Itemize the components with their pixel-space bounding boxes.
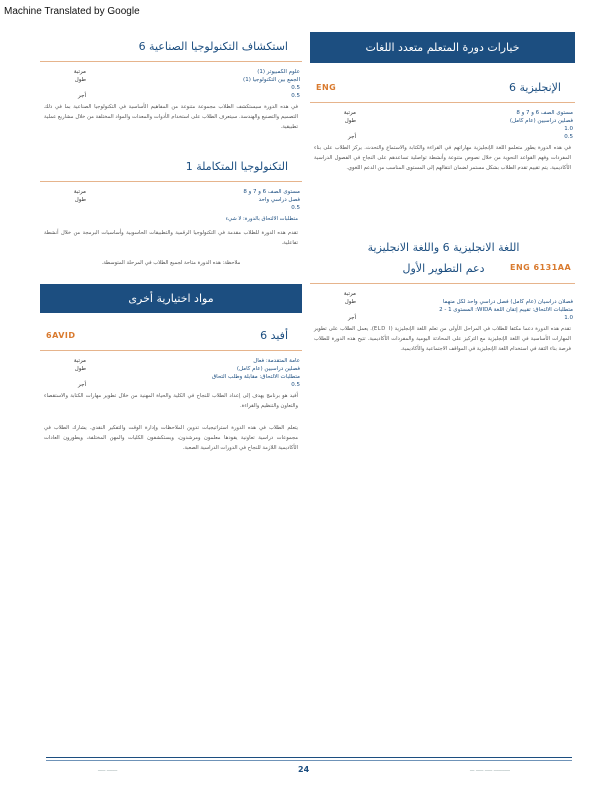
course-description: تقدم هذه الدورة دعما مكثفا للطلاب في المراحل الأولى من تعلم اللغة الإنجليزية (ELD I). يعمل الطلاب على تطوير المهارات الأساسية في اللغة الإنجليزية مع التركيز على المحادثة اليومية والمفردات الأكاديمية. تتيح هذه الدورة للطلاب فرصة بناء الثقة في استخدام اللغة الإنجليزية في المواقف الاجتماعية والأكاديمية. bbox=[314, 326, 571, 352]
course-title-english-6-eld: اللغة الانجليزية 6 واللغة الانجليزية دعم التطوير الأول ENG 6131AA bbox=[367, 241, 572, 275]
course-description: يتعلم الطلاب في هذه الدورة استراتيجيات تدوين الملاحظات وإدارة الوقت والتفكير النقدي. يشارك الطلاب في مجموعات دراسية تعاونية يقودها معلمون ومرشدون، ويستكشفون الكليات والمهن المختلفة، ويطورون العادات الأكاديمية اللازمة للنجاح في الدورات الدراسية الصعبة. bbox=[44, 425, 298, 451]
course-code: ENG bbox=[316, 83, 337, 92]
page-number: 24 bbox=[298, 765, 310, 774]
course-title-english-6: الإنجليزية 6 ENG bbox=[316, 81, 561, 94]
left-column bbox=[40, 36, 302, 455]
course-description: في هذه الدورة يطور متعلمو اللغة الإنجليزية مهاراتهم في القراءة والكتابة والاستماع والتحدث. يركز الطلاب على بناء المفردات وفهم القواعد النحوية من خلال نصوص متنوعة وأنشطة تواصلية تساعدهم على النجاح في الفصول الدراسية الأكاديمية. يتم تقييم تقدم الطلاب بشكل مستمر لضمان انتقالهم إلى المستوى المناسب من الدعم اللغوي. bbox=[314, 145, 571, 171]
course-prerequisite-note: متطلبات الالتحاق بالدورة: لا شيء bbox=[225, 216, 298, 222]
machine-translated-label: Machine Translated by Google bbox=[4, 6, 140, 17]
course-description: تقدم هذه الدورة للطلاب مقدمة في التكنولوجيا الرقمية والتطبيقات الحاسوبية وأساسيات البرمجة من خلال أنشطة تفاعلية. bbox=[44, 230, 298, 246]
right-column bbox=[310, 32, 575, 356]
footer-rule bbox=[46, 757, 572, 758]
section-divider bbox=[40, 61, 302, 62]
course-code: 6AVID bbox=[46, 331, 76, 340]
section-divider bbox=[40, 181, 302, 182]
course-info-table: مستوى الصف 6 و 7 و 8 مرتبة فصلين دراسيين (عام كامل) طول 1.0 0.5 أجر bbox=[343, 110, 573, 140]
section-banner-multilingual: خيارات دورة المتعلم متعدد اللغات bbox=[310, 32, 575, 63]
course-note: ملاحظة: هذه الدورة متاحة لجميع الطلاب في المرحلة المتوسطة. bbox=[101, 260, 241, 266]
section-divider bbox=[40, 350, 302, 351]
footer-left-text: ـــــــ ـــــ bbox=[98, 767, 118, 773]
course-title-integrated-tech: التكنولوجيا المتكاملة 1 bbox=[185, 160, 288, 173]
section-divider bbox=[310, 283, 575, 284]
footer-rule bbox=[46, 760, 572, 761]
course-info-table: مرتبة فصلان دراسيان (عام كامل) فصل دراسي واحد لكل منهما طول متطلبات الالتحاق: تقييم إتقان اللغة WIDA: المستوى 1 - 2 1.0 أجر bbox=[343, 291, 573, 321]
section-banner-other-electives: مواد اختيارية أخرى bbox=[40, 284, 302, 313]
course-code: ENG 6131AA bbox=[510, 263, 572, 272]
course-info-table: علوم الكمبيوتر (1) مرتبة الجمع بين التكنولوجيا (1) طول 0.5 0.5 أجر bbox=[73, 69, 300, 99]
course-title-industrial-tech: استكشاف التكنولوجيا الصناعية 6 bbox=[138, 40, 288, 53]
section-divider bbox=[310, 102, 575, 103]
course-description: أفيد هو برنامج يهدف إلى إعداد الطلاب للنجاح في الكلية والحياة المهنية من خلال تطوير مهارات الكتابة والاستقصاء والتعاون والتنظيم والقراءة. bbox=[44, 393, 298, 409]
footer-right-text: ـــــــــــ ـــــ ـــــ ـــ bbox=[470, 767, 510, 773]
course-description: في هذه الدورة سيستكشف الطلاب مجموعة متنوعة من المفاهيم الأساسية في التكنولوجيا الصناعية بما في ذلك التصميم والتصنيع والهندسة. سيتعرف الطلاب على استخدام الأدوات والمعدات والمواد المختلفة من خلال مشاريع عملية تطبيقية. bbox=[44, 104, 298, 130]
course-info-table: مستوى الصف 6 و 7 و 8 مرتبة فصل دراسي واحد طول 0.5 bbox=[73, 189, 300, 211]
course-title-avid: أفيد 6 6AVID bbox=[46, 329, 288, 342]
course-info-table: عامة المتقدمة: فعال مرتبة فصلين دراسيين (عام كامل) طول متطلبات الالتحاق: مقابلة وطلب التحاق 0.5 أجر bbox=[73, 358, 300, 388]
